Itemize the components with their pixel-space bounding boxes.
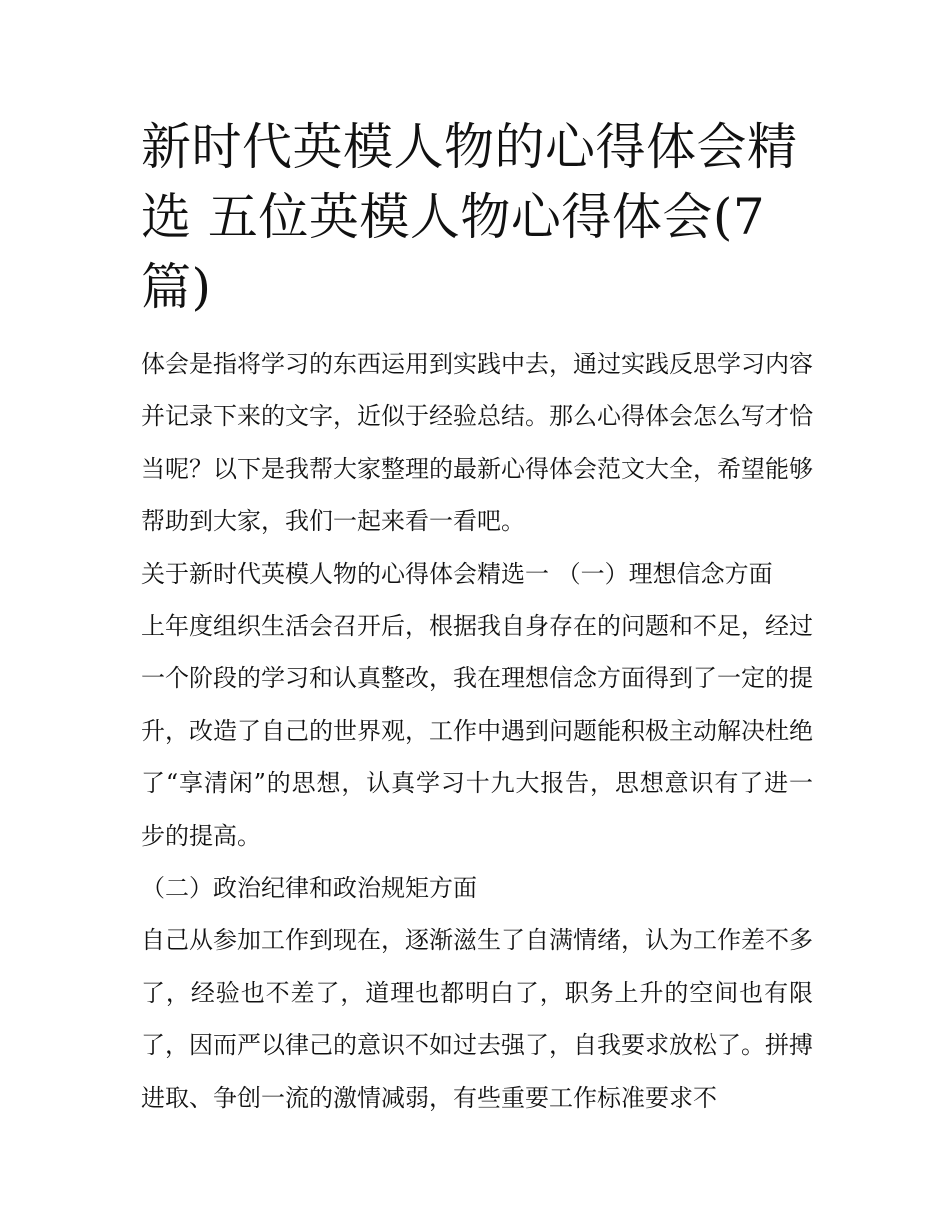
document-title: 新时代英模人物的心得体会精选 五位英模人物心得体会(7篇) [141,118,798,316]
body-paragraph: 上年度组织生活会召开后，根据我自身存在的问题和不足，经过一个阶段的学习和认真整改，我在理想信念方面得到了一定的提升，改造了自己的世界观，工作中遇到问题能积极主动解决杜绝了“享清闲”的思想，认真学习十九大报告，思想意识有了进一步的提高。 [141,612,813,850]
intro-paragraph: 体会是指将学习的东西运用到实践中去，通过实践反思学习内容并记录下来的文字，近似于经验总结。那么心得体会怎么写才恰当呢？以下是我帮大家整理的最新心得体会范文大全，希望能够帮助到大家，我们一起来看一看吧。 [141,350,813,536]
section-heading-ideals: 关于新时代英模人物的心得体会精选一 （一）理想信念方面 [141,559,773,588]
document-body [141,112,813,1124]
section-heading-discipline: （二）政治纪律和政治规矩方面 [141,874,477,903]
body-paragraph: 自己从参加工作到现在，逐渐滋生了自满情绪，认为工作差不多了，经验也不差了，道理也都明白了，职务上升的空间也有限了，因而严以律己的意识不如过去强了，自我要求放松了。拼搏进取、争创一流的激情减弱，有些重要工作标准要求不 [141,926,813,1112]
